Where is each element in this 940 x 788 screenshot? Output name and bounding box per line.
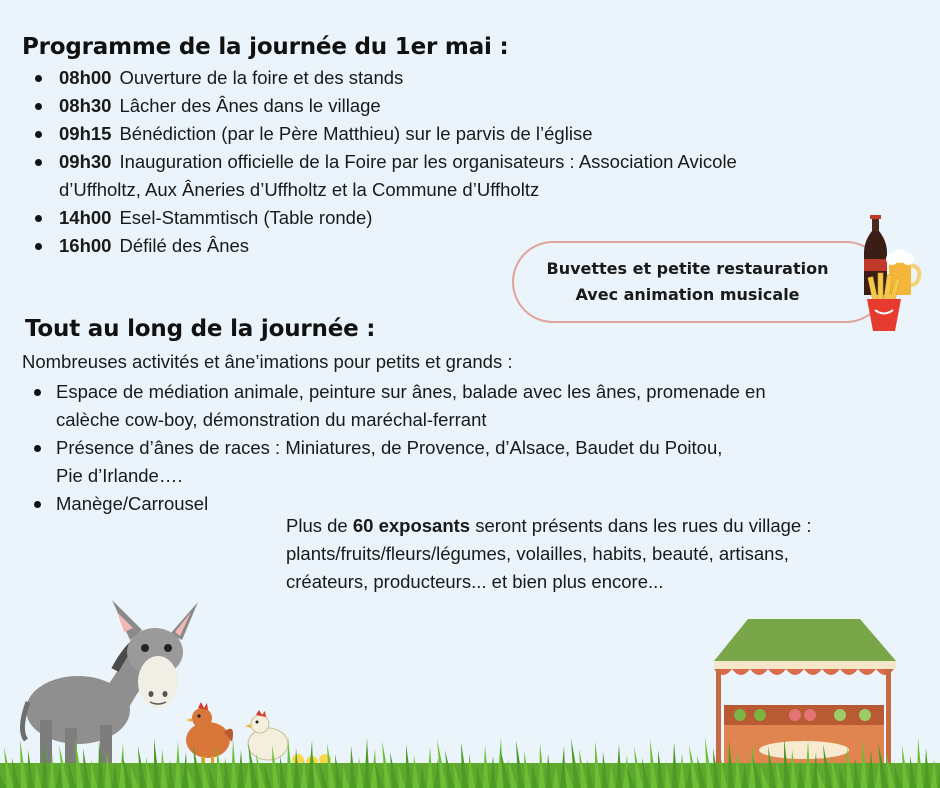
buvette-line1: Buvettes et petite restauration: [546, 259, 829, 278]
drinks-fries-icon: [855, 215, 923, 333]
buvette-line2: Avec animation musicale: [575, 285, 800, 304]
programme-title: Programme de la journée du 1er mai :: [22, 34, 509, 60]
list-item: Manège/Carrousel: [22, 490, 902, 518]
list-item: 14h00 Esel-Stammtisch (Table ronde): [22, 204, 882, 232]
journee-title: Tout au long de la journée :: [25, 316, 376, 342]
grass: [0, 725, 940, 788]
grass-blade: [287, 737, 293, 788]
list-item: Présence d’ânes de races : Miniatures, de Provence, d’Alsace, Baudet du Poitou, Pie d’Irlande….: [22, 434, 902, 490]
list-item: 09h15 Bénédiction (par le Père Matthieu) sur le parvis de l’église: [22, 120, 882, 148]
list-item: 08h00 Ouverture de la foire et des stands: [22, 64, 882, 92]
activities-list: [22, 378, 902, 518]
programme-list: [22, 64, 882, 260]
list-item: Espace de médiation animale, peinture sur ânes, balade avec les ânes, promenade en calèche cow-boy, démonstration du maréchal-ferrant: [22, 378, 902, 434]
journee-intro: Nombreuses activités et âne’imations pour petits et grands :: [22, 351, 513, 372]
buvette-callout: [512, 241, 887, 323]
grass-blade: [917, 737, 923, 788]
list-item: 09h30 Inauguration officielle de la Foire par les organisateurs : Association Avicole d’Uffholtz, Aux Âneries d’Uffholtz et la Commune d’Uffholtz: [22, 148, 882, 204]
list-item: 16h00 Défilé des Ânes: [22, 232, 882, 260]
exposants-text: Plus de 60 exposants seront présents dans les rues du village : plants/fruits/fleurs/légumes, volailles, habits, beauté, artisans, créateurs, producteurs... et bien plus encore...: [286, 515, 812, 592]
list-item: 08h30 Lâcher des Ânes dans le village: [22, 92, 882, 120]
